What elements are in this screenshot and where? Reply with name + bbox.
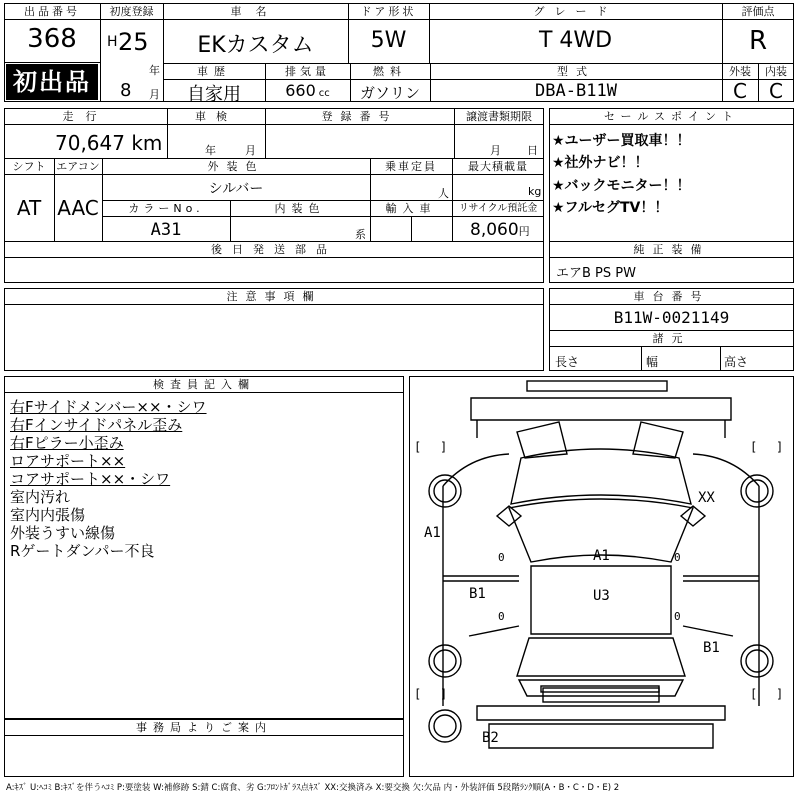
loadcap-label: 最大積載量: [468, 160, 528, 173]
inspector-item: 室内汚れ: [10, 488, 71, 506]
recycle-fee: 8,060円: [470, 220, 530, 240]
zero-mark: 0: [498, 610, 505, 623]
zero-mark: 0: [674, 610, 681, 623]
lot-number: 368: [27, 24, 77, 54]
shift: AT: [16, 196, 42, 220]
ac: AAC: [57, 196, 99, 220]
zero-mark: 0: [498, 551, 505, 564]
damage-mark: A1: [593, 548, 610, 564]
inspection-year-unit: 年: [205, 144, 216, 157]
int-grade: C: [769, 79, 783, 103]
chassis-number: B11W-0021149: [613, 308, 730, 327]
inspection-label: 車検: [195, 110, 237, 123]
door-label: ドア形状: [360, 5, 417, 18]
era: H: [107, 34, 118, 50]
inspector-item: Rゲートダンパー不良: [10, 542, 155, 560]
damage-mark: U3: [593, 588, 610, 604]
bracket: ]: [440, 687, 448, 701]
ext-label: 外装: [729, 65, 751, 78]
transfer-label: 譲渡書類期限: [466, 110, 532, 123]
inspector-item: ロアサポート××: [10, 452, 126, 470]
reg-year: 25: [118, 28, 149, 56]
displacement: 660 cc: [285, 81, 330, 100]
intcolor-unit: 系: [355, 228, 366, 241]
capacity-unit: 人: [438, 187, 449, 200]
import-label: 輸入車: [385, 202, 437, 215]
shift-label: シフト: [12, 160, 46, 173]
chassis-label: 車台番号: [633, 290, 710, 303]
sales-point: ★フルセグTV！！: [552, 200, 669, 216]
width-label: 幅: [646, 355, 659, 369]
recycle-label: リサイクル預託金: [458, 203, 538, 214]
legend: A:ｷｽﾞ U:ﾍｺﾐ B:ｷｽﾞを伴うﾍｺﾐ P:要塗装 W:補修跡 S:錆 C:腐食、劣 G:ﾌﾛﾝﾄｶﾞﾗｽ点ｷｽﾞ XX:交換済み X:要交換 欠:欠品 内・外装評価 5段階ﾗﾝｸ順(A・B・C・D・E) 2: [6, 783, 620, 793]
history-label: 車歴: [197, 65, 231, 78]
sales-label: セールスポイント: [603, 110, 739, 123]
damage-mark: A1: [424, 525, 441, 541]
fuel-label: 燃料: [373, 65, 407, 78]
year-unit: 年: [149, 64, 160, 77]
intcolor-label: 内装色: [274, 202, 326, 215]
inspector-item: 右Fサイドメンバー××・シワ: [10, 398, 207, 416]
ac-label: エアコン: [56, 160, 100, 173]
car-name: EKカスタム: [197, 33, 314, 58]
height-label: 高さ: [724, 355, 749, 369]
inspection-month-unit: 月: [245, 144, 256, 157]
color-number: A31: [150, 220, 182, 240]
first-listing-badge: 初出品: [6, 64, 98, 100]
bracket: ]: [776, 687, 784, 701]
sales-point: ★社外ナビ！！: [552, 155, 649, 171]
colorno-label: カラーNo.: [128, 202, 204, 215]
length-label: 長さ: [555, 355, 580, 369]
damage-mark: B1: [703, 640, 720, 656]
sales-point: ★バックモニター！！: [552, 178, 691, 194]
transfer-month-unit: 月: [490, 144, 501, 157]
bracket: [: [750, 687, 758, 701]
fuel: ガソリン: [359, 84, 420, 102]
notes-label: 注意事項欄: [226, 290, 322, 303]
history: 自家用: [187, 84, 241, 105]
capacity-label: 乗車定員: [385, 160, 437, 173]
loadcap-unit: kg: [528, 185, 542, 198]
model-code: DBA-B11W: [535, 81, 617, 101]
damage-mark: XX: [698, 490, 715, 506]
transfer-day-unit: 日: [527, 144, 538, 157]
score-label: 評価点: [741, 5, 775, 18]
lot-label: 出品番号: [24, 5, 80, 18]
car-diagram: [409, 376, 794, 777]
inspector-item: 右Fピラー小歪み: [10, 434, 124, 452]
equipment: エアB PS PW: [556, 266, 636, 281]
dims-label: 諸元: [652, 332, 691, 345]
int-label: 内装: [765, 65, 787, 78]
regno-label: 登録番号: [321, 110, 398, 123]
damage-mark: B1: [469, 586, 486, 602]
mileage: 70,647 km: [55, 131, 163, 155]
sales-point: ★ユーザー買取車！！: [552, 133, 691, 149]
damage-mark: B2: [482, 730, 499, 746]
grade-label: グレード: [533, 5, 618, 18]
model-label: 型式: [557, 65, 595, 78]
bracket: ]: [776, 440, 784, 454]
office-label: 事務局よりご案内: [136, 721, 272, 734]
body-color: シルバー: [208, 181, 264, 197]
first-reg-label: 初度登録: [109, 5, 154, 18]
inspector-item: 右Fインサイドパネル歪み: [10, 416, 183, 434]
mileage-label: 走行: [62, 110, 109, 123]
displacement-label: 排気量: [285, 65, 330, 78]
score: R: [748, 26, 768, 56]
bracket: ]: [440, 440, 448, 454]
inspector-item: コアサポート××・シワ: [10, 470, 171, 488]
equip-label: 純正装備: [633, 243, 710, 256]
car-name-label: 車名: [230, 5, 281, 18]
inspector-item: 室内内張傷: [10, 506, 86, 524]
inspector-item: 外装うすい線傷: [10, 524, 116, 542]
ext-grade: C: [733, 79, 747, 103]
grade: T 4WD: [538, 28, 613, 53]
month-unit: 月: [149, 88, 160, 101]
bracket: [: [414, 440, 422, 454]
bracket: [: [414, 687, 422, 701]
reg-month: 8: [120, 80, 132, 101]
bracket: [: [750, 440, 758, 454]
color-label: 外装色: [207, 160, 265, 173]
inspector-label: 検査員記入欄: [153, 378, 255, 391]
later-parts-label: 後日発送部品: [211, 243, 337, 256]
door-type: 5W: [370, 28, 407, 53]
zero-mark: 0: [674, 551, 681, 564]
